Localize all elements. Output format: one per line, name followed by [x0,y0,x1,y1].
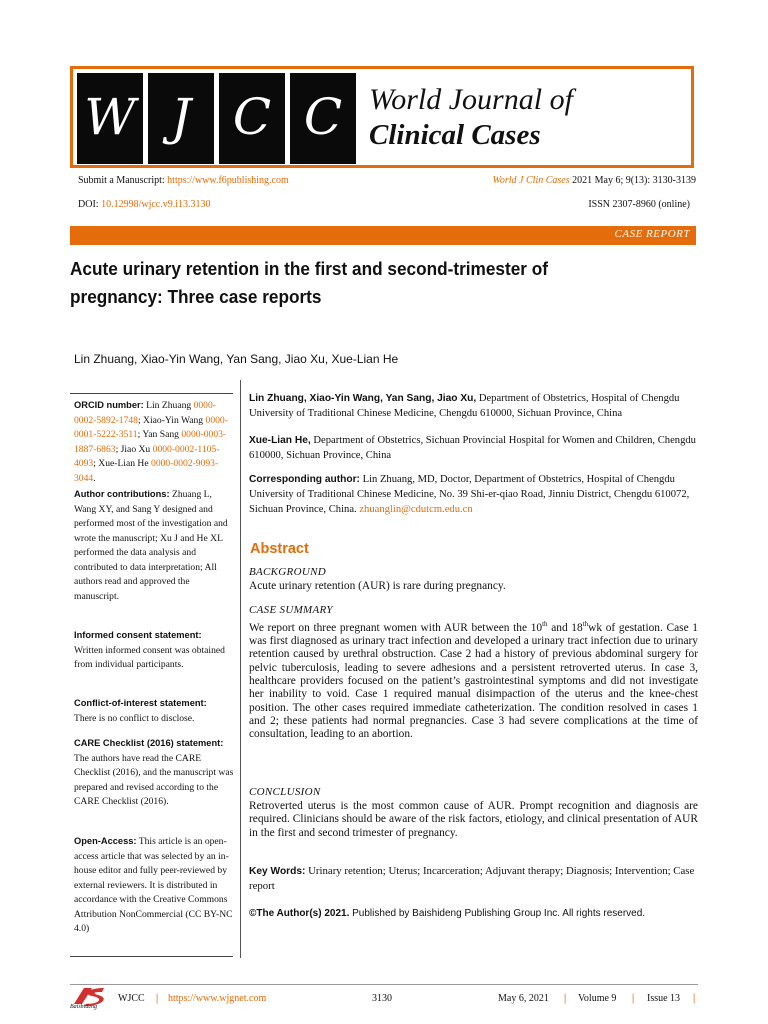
article-title [70,255,628,311]
issn: ISSN 2307-8960 (online) [588,199,690,210]
corresponding-author [249,472,698,517]
journal-name-line1: World Journal of [369,83,573,116]
orcid-block: ORCID number: Lin Zhuang 0000-0002-5892-1748; Xiao-Yin Wang 0000-0001-5222-3511; Yan Sang 0000-0003-1887-6863; Jiao Xu 0000-0002-1105-4093; Xue-Lian He 0000-0002-9093-3044. [74,400,228,484]
background-text: Acute urinary retention (AUR) is rare during pregnancy. [249,580,506,592]
logo-letter-c1: C [219,73,285,164]
author-contributions [74,487,236,604]
footer-sep: | [156,993,159,1004]
corr-label: Corresponding author: [249,474,360,485]
corr-text: Lin Zhuang, MD, Doctor, Department of Obstetrics, Hospital of Chengdu University of Traditional Chinese Medicine, No. 39 Shi-er-qiao Road, Jinniu District, Chengdu 610072, Sichuan Province, China. [249,474,690,515]
footer-issue: Issue 13 [647,993,681,1004]
corr-email-link[interactable]: zhuanglin@cdutcm.edu.cn [359,504,473,515]
journal-name-line2: Clinical Cases [369,119,541,151]
copyright-text: Published by Baishideng Publishing Group Inc. All rights reserved. [352,908,646,919]
summary-sup: th [582,620,589,628]
footer-sep: | [564,993,567,1004]
orcid-name: Lin Zhuang [146,400,192,411]
aff1-names: Lin Zhuang, Xiao-Yin Wang, Yan Sang, Jiao Xu, [249,393,477,404]
conflict-of-interest [74,696,236,726]
sidebar [70,393,233,957]
consent-label: Informed consent statement: [74,630,202,640]
submit-link[interactable]: https://www.f6publishing.com [167,175,289,186]
abstract-background [249,565,698,593]
citation-journal: World J Clin Cases [492,175,570,186]
background-heading: BACKGROUND [249,566,326,578]
footer-sep: | [632,993,635,1004]
footer-url[interactable]: https://www.wjgnet.com [168,993,267,1004]
footer-journal: WJCC [118,993,145,1004]
footer-volume: Volume 9 [578,993,617,1004]
aff1-text: Department of Obstetrics, Hospital of Chengdu University of Traditional Chinese Medicine, Chengdu 610000, Sichuan Province, China [249,393,680,419]
footer-sep: | [693,993,696,1004]
footer-rule [70,984,698,985]
publisher-name: Baishideng [70,1004,97,1010]
doi-label: DOI: [78,199,99,210]
oa-text: This article is an open-access article that was selected by an in-house editor and fully peer-reviewed by external reviewers. It is distributed in accordance with the Creative Commons Attribution NonCommercial (CC BY-NC 4.0) [74,836,233,934]
oa-label: Open-Access: [74,836,137,846]
orcid-link[interactable]: 0000-0001-5222-3511 [74,414,228,440]
submit-label: Submit a Manuscript: [78,175,165,186]
doi-link[interactable]: 10.12998/wjcc.v9.i13.3130 [101,199,211,210]
article-type: CASE REPORT [614,228,690,240]
baishideng-logo-icon [70,986,108,1006]
orcid-name: Jiao Xu [120,443,151,455]
doi-line [78,199,211,210]
page-number: 3130 [372,993,392,1004]
orcid-name: Xiao-Yin Wang [143,414,204,426]
orcid-link[interactable]: 0000-0002-1105-4093 [74,443,220,469]
care-label: CARE Checklist (2016) statement: [74,738,224,748]
logo-letter-c2: C [290,73,356,164]
submit-line [78,175,289,186]
summary-part: wk of gestation. Case 1 was first diagnosed as urinary tract infection and developed a urinary tract infection due to urinary retention caused by urethral obstruction. Case 2 had a history of previous abdominal surgery for pelvic tuberculosis, leading to severe adhesions and a persistent retroverted uterus. In case 3, healthcare providers focused on the patient’s gastrointestinal symptoms and did not investigate her inability to void. Case 1 required manual disimpaction of the uterus and the knee-chest position. The other cases required immediate catheterization. The condition resolved in cases 1 and 2; these patients had normal pregnancies. Case 3 had severe complications at the time of consultation, leading to an abortion. [249,621,698,741]
journal-masthead [70,66,694,168]
abstract-heading: Abstract [250,541,309,557]
author-list: Lin Zhuang, Xiao-Yin Wang, Yan Sang, Jiao Xu, Xue-Lian He [74,352,399,366]
summary-sup: th [542,620,548,628]
case-summary-heading: CASE SUMMARY [249,604,333,616]
contrib-label: Author contributions: [74,489,170,499]
summary-part: and 18 [547,621,583,634]
copyright [249,908,645,919]
keywords-text: Urinary retention; Uterus; Incarceration; Adjuvant therapy; Diagnosis; Intervention; Case report [249,865,695,892]
column-divider [240,380,241,958]
contrib-text: Zhuang L, Wang XY, and Sang Y designed and performed most of the investigation and wrote the manuscript; Xu J and He XL performed the data analysis and contributed to data interpretation; All authors read and approved the manuscript. [74,489,228,602]
aff2-text: Department of Obstetrics, Sichuan Provincial Hospital for Women and Children, Chengdu 610000, Sichuan Province, China [249,435,696,461]
baishideng-logo [70,986,108,1012]
title-line-2: pregnancy: Three case reports [70,286,322,307]
abstract-conclusion [249,785,698,840]
consent-text: Written informed consent was obtained from individual participants. [74,644,225,670]
coi-text: There is no conflict to disclose. [74,712,195,724]
logo-letter-j: J [148,73,214,164]
orcid-link[interactable]: 0000-0003-1887-6863 [74,429,227,455]
affiliation-1 [249,391,698,421]
keywords-label: Key Words: [249,866,306,877]
summary-part: We report on three pregnant women with AUR between the 10 [249,621,543,634]
title-line-1: Acute urinary retention in the first and second-trimester of [70,258,549,279]
citation-details: 2021 May 6; 9(13): 3130-3139 [572,175,696,186]
care-text: The authors have read the CARE Checklist (2016), and the manuscript was prepared and revised according to the CARE Checklist (2016). [74,752,234,807]
footer-date: May 6, 2021 [498,993,549,1004]
orcid-label: ORCID number: [74,400,144,410]
article-type-bar [70,226,696,245]
conclusion-text: Retroverted uterus is the most common cause of AUR. Prompt recognition and diagnosis are required. Clinicians should be aware of the risk factors, etiology, and clinical presentation of AUR in the first and second trimester of pregnancy. [249,800,698,839]
abstract-case-summary [249,603,698,741]
affiliation-2 [249,433,698,463]
care-checklist [74,736,236,810]
copyright-bold: ©The Author(s) 2021. [249,908,350,919]
aff2-names: Xue-Lian He, [249,435,311,446]
orcid-name: Yan Sang [142,429,179,440]
open-access [74,834,236,937]
conclusion-heading: CONCLUSION [249,786,321,798]
orcid-link[interactable]: 0000-0002-5892-1748 [74,400,216,426]
case-summary-text [249,618,698,741]
logo-letter-w: W [77,73,143,164]
keywords [249,864,698,894]
coi-label: Conflict-of-interest statement: [74,698,207,708]
orcid-name: Xue-Lian He [98,458,149,469]
orcid-link[interactable]: 0000-0002-9093-3044 [74,458,219,484]
informed-consent [74,628,236,673]
citation [492,175,696,186]
